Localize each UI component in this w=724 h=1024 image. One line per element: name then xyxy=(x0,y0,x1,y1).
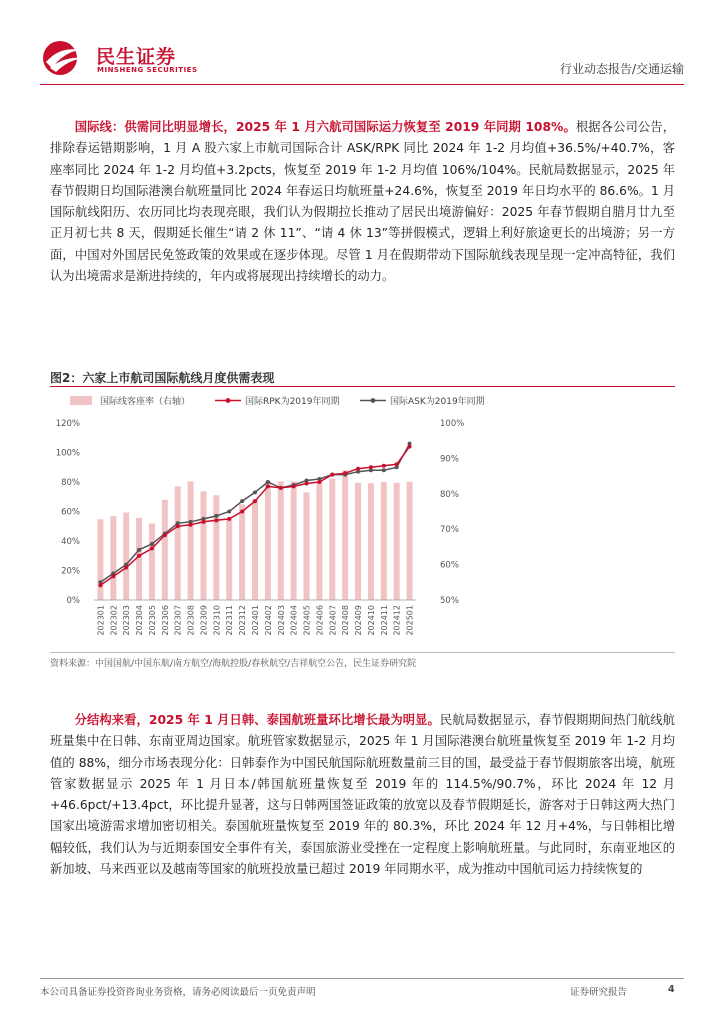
data-point xyxy=(124,566,128,570)
bar xyxy=(329,479,335,600)
footer-divider xyxy=(40,978,684,979)
legend-marker xyxy=(371,398,376,403)
page-header xyxy=(40,38,684,82)
x-tick-label: 202306 xyxy=(160,605,170,636)
minsheng-logo-icon xyxy=(40,38,88,78)
x-tick-label: 202303 xyxy=(122,605,132,636)
data-point xyxy=(279,486,283,490)
x-tick-label: 202304 xyxy=(135,605,145,636)
bar xyxy=(188,481,194,600)
x-tick-label: 202411 xyxy=(379,605,389,636)
legend-marker xyxy=(226,398,231,403)
footer-label: 证券研究报告 xyxy=(570,987,628,998)
brand-name-cn: 民生证券 xyxy=(96,46,177,68)
x-tick-label: 202501 xyxy=(405,605,415,636)
y-tick-left: 100% xyxy=(55,448,80,459)
data-point xyxy=(189,523,193,527)
x-tick-label: 202410 xyxy=(366,605,376,636)
figure-divider xyxy=(50,386,675,387)
bar xyxy=(291,481,297,600)
bar xyxy=(213,495,219,600)
x-tick-label: 202407 xyxy=(328,605,338,636)
data-point xyxy=(253,499,257,503)
x-tick-label: 202310 xyxy=(212,605,222,636)
figure-title: 图2：六家上市航司国际航线月度供需表现 xyxy=(50,371,275,385)
header-divider xyxy=(40,84,684,85)
data-point xyxy=(150,542,154,546)
data-point xyxy=(214,514,218,518)
figure-source: 资料来源：中国国航/中国东航/南方航空/海航控股/春秋航空/吉祥航空公告，民生证券研究院 xyxy=(50,659,417,669)
data-point xyxy=(330,473,334,477)
paragraph-body: 根据各公司公告，排除春运错期影响，1 月 A 股六家上市航司国际合计 ASK/RPK 同比 2024 年 1-2 月均值+36.5%/+40.7%，客座率同比 2024 年 1-2 月均值+3.2pcts，恢复至 2019 年 1-2 月均值 106%/104%。民航局数据显示，2025 年春节假期日均国际港澳台航班量同比 2024 年春运日均航班量+24.6%，恢复至 2019 年日均水平的 86.6%。1 月国际航线阳历、农历同比均表现亮眼，我们认为假期拉长推动了居民出境游偏好：2025 年春节假期自腊月廿九至正月初七共 8 天，假期延长催生“请 2 休 11”、“请 4 休 13”等拼假模式，逻辑上利好旅途更长的出境游；另一方面，中国对外国居民免签政策的效果或在逐步体现。尽管 1 月在假期带动下国际航线表现呈现一定冲高特征，我们认为出境需求是渐进持续的，年内或将展现出持续增长的动力。 xyxy=(50,120,675,284)
data-point xyxy=(137,554,141,558)
x-tick-label: 202412 xyxy=(392,605,402,636)
data-point xyxy=(137,548,141,552)
footer-disclaimer: 本公司具备证券投资咨询业务资格，请务必阅读最后一页免责声明 xyxy=(40,987,316,998)
paragraph-lead: 国际线：供需同比明显增长，2025 年 1 月六航司国际运力恢复至 2019 年同期 108%。 xyxy=(74,120,576,134)
x-tick-label: 202401 xyxy=(251,605,260,636)
x-tick-label: 202404 xyxy=(289,605,299,636)
bar xyxy=(381,482,387,600)
x-tick-label: 202308 xyxy=(186,605,196,636)
data-point xyxy=(240,499,244,503)
data-point xyxy=(240,510,244,514)
report-type: 行业动态报告/交通运输 xyxy=(559,62,684,76)
y-tick-left: 40% xyxy=(61,537,80,547)
y-tick-right: 80% xyxy=(440,489,459,500)
bar xyxy=(304,492,310,600)
y-tick-left: 80% xyxy=(61,478,80,488)
data-point xyxy=(98,583,102,587)
data-point xyxy=(266,480,270,484)
data-point xyxy=(214,518,218,522)
data-point xyxy=(253,490,257,494)
x-tick-label: 202309 xyxy=(199,605,209,636)
bar xyxy=(265,481,271,600)
y-tick-right: 90% xyxy=(440,454,459,465)
data-point xyxy=(111,574,115,578)
data-point xyxy=(382,464,386,468)
bar xyxy=(226,519,232,600)
y-tick-right: 50% xyxy=(440,596,459,606)
legend-label: 国际ASK为2019年同期 xyxy=(390,397,485,407)
data-point xyxy=(317,480,321,484)
x-tick-label: 202302 xyxy=(109,605,119,636)
y-tick-right: 60% xyxy=(440,560,459,571)
bar xyxy=(355,483,361,600)
brand-name-en: MINSHENG SECURITIES xyxy=(97,66,198,74)
x-tick-label: 202402 xyxy=(263,605,273,636)
legend-label: 国际线客座率（右轴） xyxy=(100,397,191,407)
bar xyxy=(123,513,129,600)
y-tick-right: 70% xyxy=(440,525,459,536)
bar xyxy=(252,499,258,600)
data-point xyxy=(343,471,347,475)
bar xyxy=(342,470,348,600)
bar xyxy=(175,486,181,600)
chart-container xyxy=(50,389,675,649)
y-tick-right: 100% xyxy=(440,419,465,429)
data-point xyxy=(176,524,180,528)
paragraph-body: 民航局数据显示，春节假期期间热门航线航班量集中在日韩、东南亚周边国家。航班管家数据显示，2025 年 1 月国际港澳台航班量恢复至 2019 年 1-2 月均值的 88%，细分市场表现分化：日韩泰作为中国民航国际航班数量前三目的国，最受益于春节假期旅客出境，航班管家数据显示 2025 年 1 月日本/韩国航班量恢复至 2019 年的 114.5%/90.7%，环比 2024 年 12 月+46.6pct/+13.4pct，环比提升显著，这与日韩两国签证政策的放宽以及春节假期延长，游客对于日韩这两大热门国家出境游需求增加密切相关。泰国航班量恢复至 2019 年的 80.3%，环比 2024 年 12 月+4%，与日韩相比增幅较低，我们认为与近期泰国安全事件有关，泰国旅游业受挫在一定程度上影响航班量。与此同时，东南亚地区的新加坡、马来西亚以及越南等国家的航班投放量已超过 2019 年同期水平，成为推动中国航司运力持续恢复的 xyxy=(50,713,675,877)
bar xyxy=(239,504,245,600)
data-point xyxy=(382,468,386,472)
x-tick-label: 202406 xyxy=(315,605,325,636)
x-tick-label: 202305 xyxy=(147,605,157,636)
bar xyxy=(97,519,103,600)
x-tick-label: 202409 xyxy=(354,605,364,636)
x-tick-label: 202311 xyxy=(225,605,235,636)
page-number: 4 xyxy=(668,984,675,995)
y-tick-left: 0% xyxy=(66,596,80,606)
bar xyxy=(368,483,374,600)
bar xyxy=(407,482,413,600)
data-point xyxy=(163,533,167,537)
legend-label: 国际RPK为2019年同期 xyxy=(245,397,340,407)
data-point xyxy=(292,484,296,488)
bar xyxy=(394,483,400,600)
bar xyxy=(278,481,284,600)
data-point xyxy=(227,517,231,521)
paragraph-structure xyxy=(50,710,675,880)
y-tick-left: 20% xyxy=(61,566,80,577)
bar xyxy=(316,481,322,600)
paragraph-lead: 分结构来看，2025 年 1 月日韩、泰国航班量环比增长最为明显。 xyxy=(74,713,440,727)
x-tick-label: 202408 xyxy=(341,605,351,636)
data-point xyxy=(201,520,205,524)
data-point xyxy=(395,462,399,466)
y-tick-left: 120% xyxy=(55,419,80,429)
data-point xyxy=(369,465,373,469)
data-point xyxy=(305,481,309,485)
bar xyxy=(149,524,155,600)
data-point xyxy=(266,484,270,488)
y-tick-left: 60% xyxy=(61,507,80,518)
international-supply-demand-chart xyxy=(50,389,675,649)
bar xyxy=(200,491,206,600)
bar xyxy=(110,516,116,600)
legend-swatch xyxy=(70,396,92,405)
x-tick-label: 202312 xyxy=(238,605,248,636)
data-point xyxy=(227,510,231,514)
data-point xyxy=(408,445,412,449)
x-tick-label: 202403 xyxy=(276,605,286,636)
source-divider xyxy=(50,652,675,653)
data-point xyxy=(356,467,360,471)
bar xyxy=(162,500,168,600)
x-tick-label: 202405 xyxy=(302,605,312,636)
bar xyxy=(136,518,142,600)
data-point xyxy=(150,546,154,550)
x-tick-label: 202307 xyxy=(173,605,183,636)
x-tick-label: 202301 xyxy=(96,605,106,636)
paragraph-international xyxy=(50,117,675,287)
